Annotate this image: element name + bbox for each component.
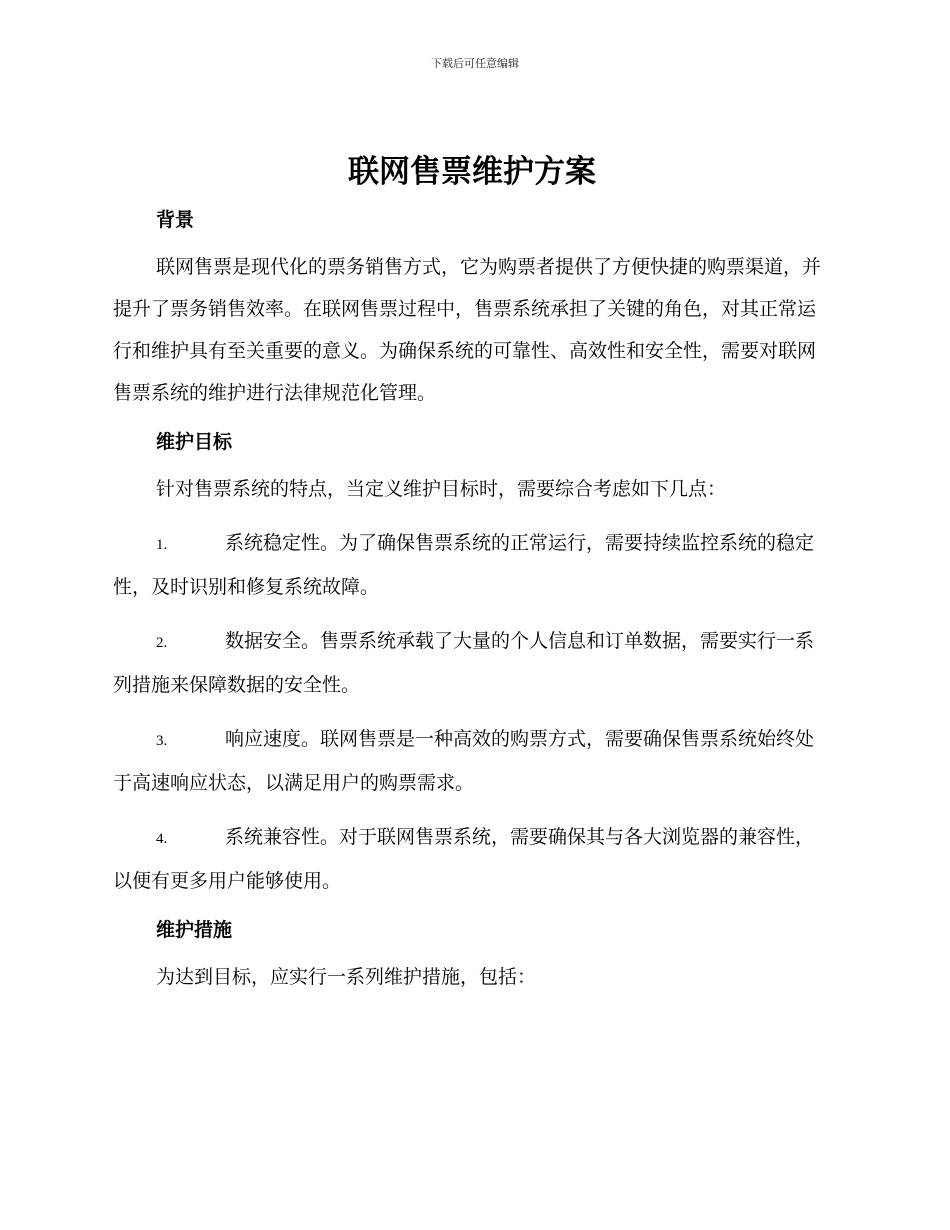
measures-intro: 为达到目标，应实行一系列维护措施，包括： bbox=[156, 966, 537, 988]
goals-intro: 针对售票系统的特点，当定义维护目标时，需要综合考虑如下几点： bbox=[156, 478, 727, 500]
list-item bbox=[113, 718, 831, 804]
list-number: 2. bbox=[156, 635, 168, 651]
list-text: 系统兼容性。对于联网售票系统，需要确保其与各大浏览器的兼容性，以便有更多用户能够使用。 bbox=[113, 826, 815, 892]
list-number: 3. bbox=[156, 733, 168, 749]
section-heading-goals: 维护目标 bbox=[156, 431, 233, 453]
list-text: 数据安全。售票系统承载了大量的个人信息和订单数据，需要实行一系列措施来保障数据的安全性。 bbox=[113, 630, 815, 696]
document-body bbox=[113, 150, 831, 998]
list-number: 4. bbox=[156, 831, 168, 847]
section-heading-measures: 维护措施 bbox=[156, 919, 233, 941]
list-item bbox=[113, 522, 831, 608]
list-item bbox=[113, 620, 831, 706]
document-title: 联网售票维护方案 bbox=[348, 154, 596, 190]
section-heading-background: 背景 bbox=[156, 209, 195, 231]
list-number: 1. bbox=[156, 537, 168, 553]
list-item bbox=[113, 816, 831, 902]
list-text: 响应速度。联网售票是一种高效的购票方式，需要确保售票系统始终处于高速响应状态，以满足用户的购票需求。 bbox=[113, 728, 815, 794]
header-note: 下载后可任意编辑 bbox=[431, 57, 519, 70]
background-paragraph: 联网售票是现代化的票务销售方式，它为购票者提供了方便快捷的购票渠道，并提升了票务销售效率。在联网售票过程中，售票系统承担了关键的角色，对其正常运行和维护具有至关重要的意义。为确保系统的可靠性、高效性和安全性，需要对联网售票系统的维护进行法律规范化管理。 bbox=[113, 256, 822, 404]
list-text: 系统稳定性。为了确保售票系统的正常运行，需要持续监控系统的稳定性，及时识别和修复系统故障。 bbox=[113, 532, 815, 598]
